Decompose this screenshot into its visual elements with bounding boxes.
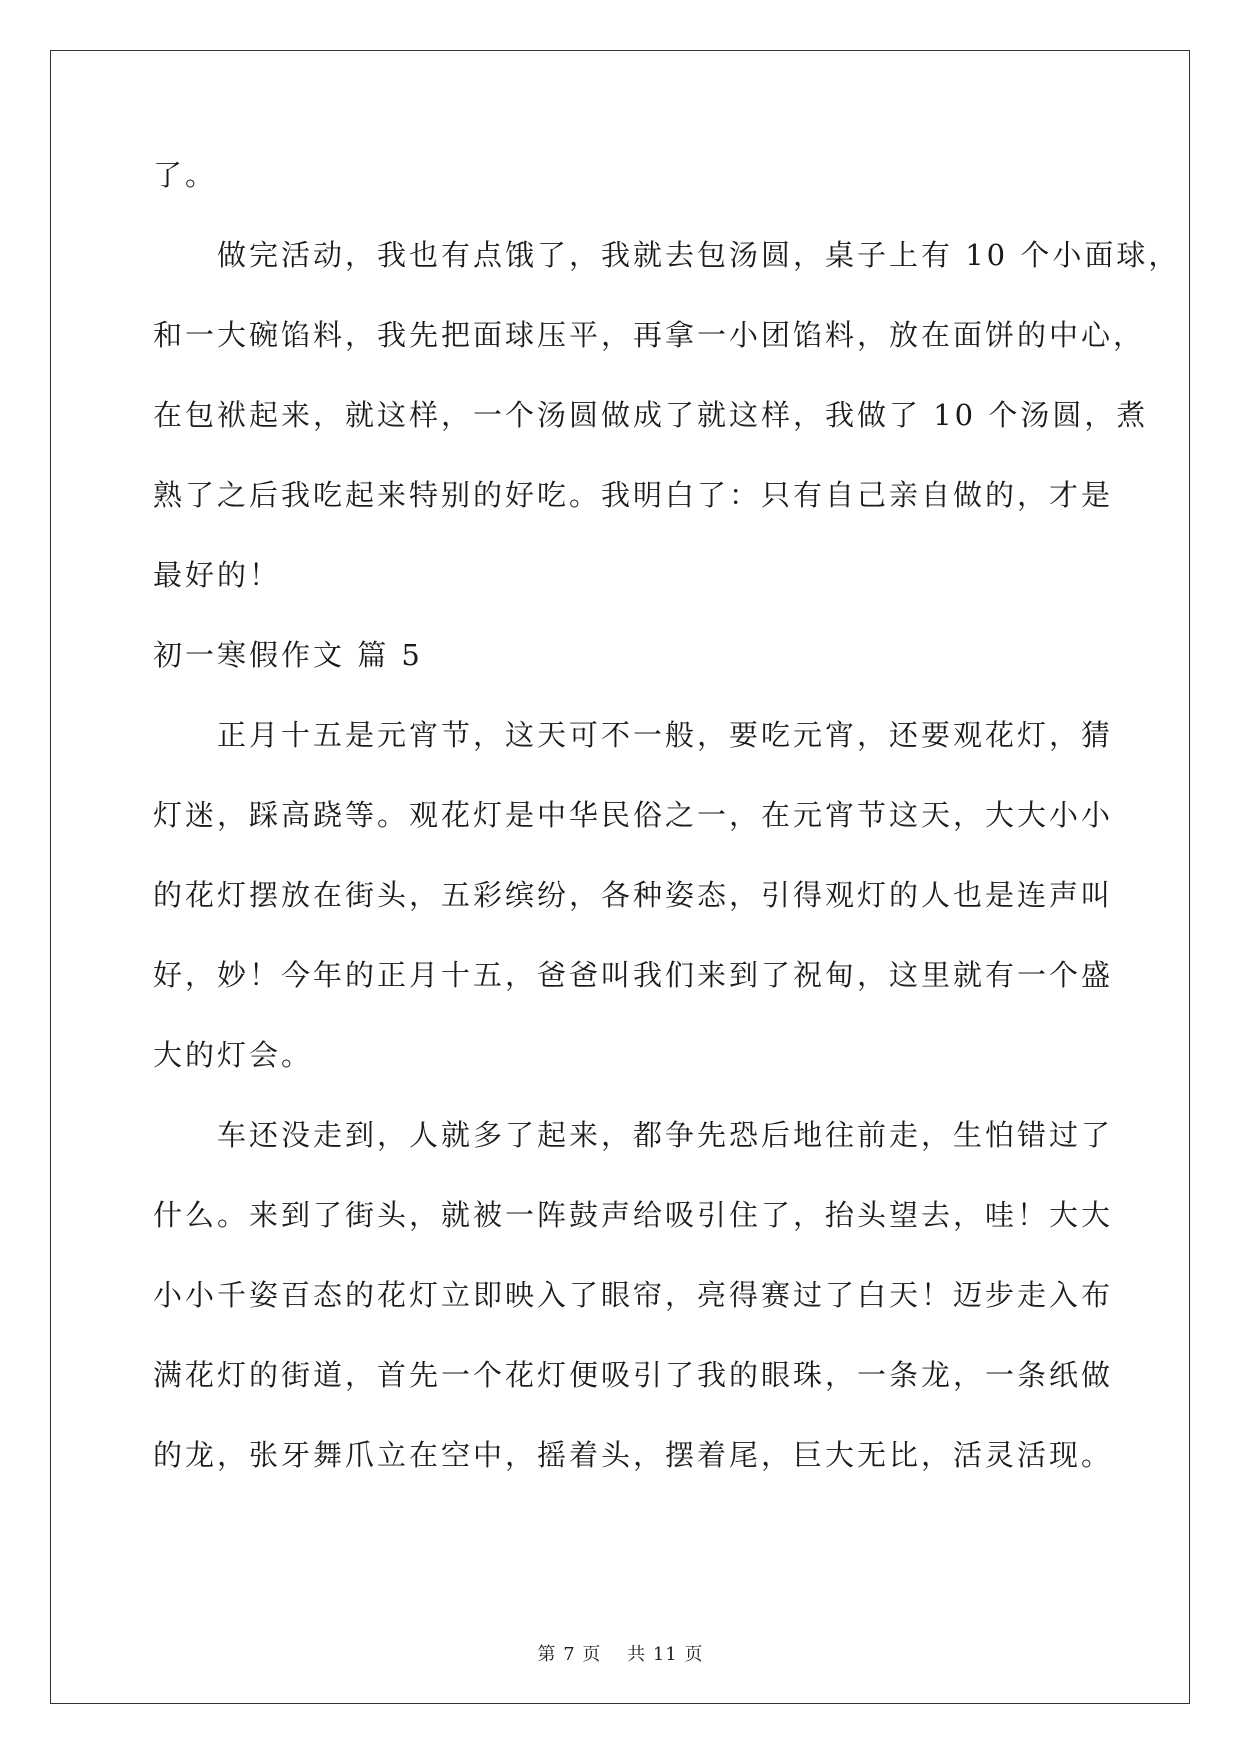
text-line: 最好的！	[153, 558, 282, 592]
text-line: 灯迷，踩高跷等。观花灯是中华民俗之一，在元宵节这天，大大小小	[153, 798, 1114, 832]
section-heading: 初一寒假作文 篇 5	[153, 638, 423, 672]
text-line: 什么。来到了街头，就被一阵鼓声给吸引住了，抬头望去，哇！大大	[153, 1198, 1114, 1232]
paragraph-start-line: 车还没走到，人就多了起来，都争先恐后地往前走，生怕错过了	[153, 1118, 1114, 1152]
text-line: 大的灯会。	[153, 1038, 314, 1072]
paragraph-start-line: 做完活动，我也有点饿了，我就去包汤圆，桌子上有 10 个小面球，	[153, 238, 1181, 272]
text-line: 的龙，张牙舞爪立在空中，摇着头，摆着尾，巨大无比，活灵活现。	[153, 1438, 1114, 1472]
text-line: 的花灯摆放在街头，五彩缤纷，各种姿态，引得观灯的人也是连声叫	[153, 878, 1114, 912]
text-line: 小小千姿百态的花灯立即映入了眼帘，亮得赛过了白天！迈步走入布	[153, 1278, 1114, 1312]
text-line: 熟了之后我吃起来特别的好吃。我明白了：只有自己亲自做的，才是	[153, 478, 1114, 512]
text-line: 和一大碗馅料，我先把面球压平，再拿一小团馅料，放在面饼的中心，	[153, 318, 1146, 352]
page-number: 第 7 页 共 11 页	[537, 1644, 704, 1665]
paragraph-start-line: 正月十五是元宵节，这天可不一般，要吃元宵，还要观花灯，猜	[153, 718, 1114, 752]
text-line: 在包袱起来，就这样，一个汤圆做成了就这样，我做了 10 个汤圆，煮	[153, 398, 1149, 432]
text-line: 好，妙！今年的正月十五，爸爸叫我们来到了祝甸，这里就有一个盛	[153, 958, 1114, 992]
text-line: 满花灯的街道，首先一个花灯便吸引了我的眼珠，一条龙，一条纸做	[153, 1358, 1114, 1392]
text-line: 了。	[153, 158, 218, 192]
page-footer	[0, 1640, 1241, 1666]
document-body	[153, 158, 1181, 1520]
